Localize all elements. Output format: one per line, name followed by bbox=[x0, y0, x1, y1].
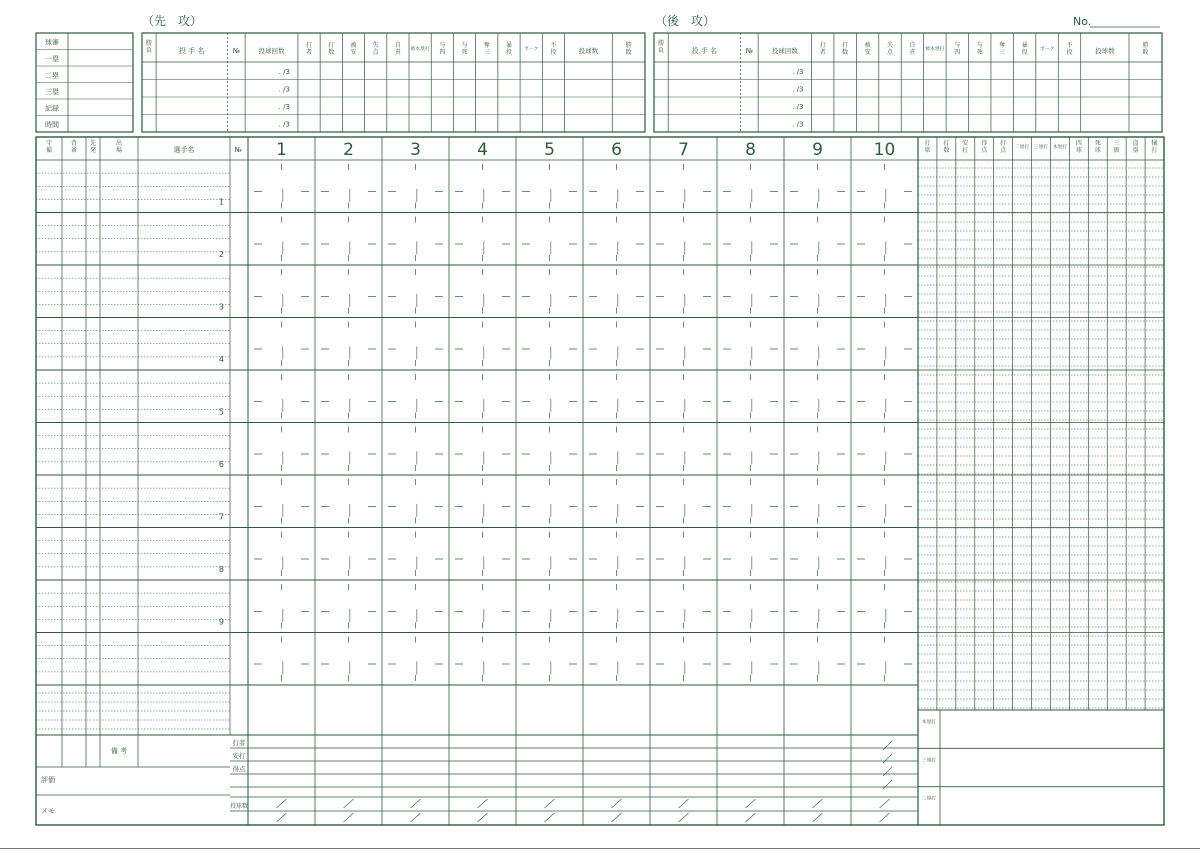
first-stat-label-char: 投 bbox=[505, 49, 512, 56]
main-frame bbox=[36, 137, 1164, 825]
final-inning-slash bbox=[883, 767, 892, 776]
second-stat-label-char: 三 bbox=[999, 49, 1006, 56]
second-stat-label bbox=[865, 41, 871, 56]
first-stat-label-char: 三 bbox=[483, 49, 490, 56]
pitch-count-slash bbox=[813, 799, 823, 808]
final-inning-slash bbox=[883, 741, 892, 750]
first-innings-fraction: . /3 bbox=[278, 67, 290, 76]
pitch-count-slash bbox=[746, 799, 756, 808]
second-stat-label-char: 安 bbox=[864, 49, 871, 56]
first-stat-label-text: ボーク bbox=[523, 47, 539, 52]
first-stat-label-char: 自 bbox=[394, 42, 401, 49]
batter-stat-label-char: 点 bbox=[1000, 147, 1007, 154]
second-stat-label bbox=[1022, 41, 1028, 56]
pitch-count-slash bbox=[411, 813, 421, 822]
batter-stat-label-char: 球 bbox=[1094, 147, 1101, 154]
second-stat-label bbox=[820, 41, 826, 56]
batter-stat-label bbox=[1034, 143, 1049, 150]
second-stat-label-char: 自 bbox=[909, 42, 916, 49]
extra-hits-label bbox=[922, 795, 937, 802]
first-stat-label-char: 点 bbox=[372, 49, 379, 56]
batter-stat-label-char: 得 bbox=[981, 140, 988, 147]
first-stat-label-char: 数 bbox=[328, 49, 335, 56]
second-innings-fraction: . /3 bbox=[792, 85, 804, 94]
batter-stat-label-char: 数 bbox=[943, 147, 950, 154]
second-stat-label-char: 暴 bbox=[1021, 42, 1028, 49]
second-stat-label-char: 投 bbox=[1066, 49, 1073, 56]
first-innings-fraction: . /3 bbox=[278, 120, 290, 129]
second-innings-label: 投球回数 bbox=[771, 47, 798, 55]
second-result-label-char: 勝 bbox=[1142, 42, 1149, 49]
lineup-header-starter-char: 先 bbox=[89, 140, 97, 147]
second-stat-label bbox=[999, 41, 1005, 56]
umpire-label: 記録 bbox=[45, 104, 59, 113]
batter-stat-label bbox=[962, 139, 968, 154]
pitch-count-slash bbox=[545, 799, 555, 808]
batter-stat-label-text: 三塁打 bbox=[1033, 145, 1049, 150]
second-win-loss-label bbox=[658, 39, 665, 54]
batter-stat-label bbox=[1095, 139, 1101, 154]
first-win-loss-label bbox=[146, 39, 153, 54]
extra-hits-label-text: 三塁打 bbox=[921, 758, 937, 764]
batter-stat-label-char: 安 bbox=[962, 140, 969, 147]
second-stat-label-char: 打 bbox=[842, 42, 849, 49]
second-stat-label bbox=[842, 41, 848, 56]
second-win-loss-label-char: 勝 bbox=[658, 40, 665, 47]
inning-number: 2 bbox=[343, 140, 354, 160]
first-pitcher-table bbox=[142, 33, 645, 132]
pitch-count-slash bbox=[344, 813, 354, 822]
umpire-label: 一塁 bbox=[45, 54, 59, 63]
lineup-header-starter-char: 発 bbox=[89, 147, 97, 154]
extra-hits-label-text: 二塁打 bbox=[921, 796, 937, 802]
first-stat-label-char: 四 bbox=[439, 49, 446, 56]
second-stat-label-char: 責 bbox=[909, 49, 916, 56]
first-stat-label-char: 被 bbox=[350, 42, 357, 49]
extra-hits-label-text: 本塁打 bbox=[921, 720, 937, 725]
first-stat-label bbox=[306, 41, 312, 56]
inning-number: 5 bbox=[544, 140, 555, 160]
inning-number: 7 bbox=[678, 140, 689, 160]
first-stat-label bbox=[350, 41, 356, 56]
no-label: No. bbox=[1073, 15, 1092, 28]
first-innings-fraction: . /3 bbox=[278, 102, 290, 111]
second-stat-label-char: 打 bbox=[819, 42, 826, 49]
final-inning-slash bbox=[883, 780, 892, 789]
batter-stat-label bbox=[1015, 143, 1030, 150]
first-attack-label: （先 攻） bbox=[142, 14, 203, 28]
second-stat-label-char: 数 bbox=[842, 49, 849, 56]
batting-order-number: 2 bbox=[218, 250, 224, 260]
second-result-label bbox=[1142, 41, 1148, 56]
lineup-header-uniform bbox=[71, 139, 77, 154]
lineup-header-fielding-char: 守 bbox=[45, 140, 53, 147]
lineup-header-number: № bbox=[234, 146, 242, 154]
inning-number: 10 bbox=[873, 140, 896, 160]
second-stat-label bbox=[925, 45, 944, 52]
batting-order-number: 9 bbox=[218, 617, 224, 627]
first-number-label: № bbox=[232, 47, 240, 55]
second-player-name-label: 投 手 名 bbox=[691, 47, 718, 55]
first-stat-label-char: 打 bbox=[328, 42, 335, 49]
second-stat-label bbox=[977, 41, 983, 56]
lineup-header-uniform-char: 番 bbox=[70, 147, 78, 154]
first-stat-label-char: 不 bbox=[550, 42, 557, 49]
umpire-label: 球審 bbox=[45, 38, 59, 47]
inning-number: 8 bbox=[745, 140, 756, 160]
first-stat-label-char: 与 bbox=[439, 42, 446, 49]
first-stat-label bbox=[411, 45, 430, 52]
first-innings-label: 投球回数 bbox=[258, 47, 285, 55]
second-stat-label bbox=[887, 41, 894, 56]
first-stat-label-text: 被本塁打 bbox=[410, 47, 430, 52]
pitch-count-slash bbox=[679, 799, 689, 808]
second-stat-label-char: 四 bbox=[954, 49, 961, 56]
first-win-loss-label-char: 負 bbox=[146, 47, 153, 54]
batter-stat-label-char: 塁 bbox=[1132, 147, 1139, 154]
first-stat-label bbox=[439, 41, 445, 56]
first-stat-label-char: 安 bbox=[350, 49, 357, 56]
first-stat-label-char: 死 bbox=[461, 49, 468, 56]
batter-stat-label bbox=[981, 139, 988, 154]
pitch-count-slash bbox=[880, 799, 890, 808]
second-pitches-label: 投球数 bbox=[1095, 47, 1115, 55]
inning-number: 4 bbox=[477, 140, 488, 160]
batter-stat-label-char: 打 bbox=[1151, 147, 1158, 154]
second-stat-label-char: 与 bbox=[976, 42, 983, 49]
first-stat-label-char: 暴 bbox=[505, 42, 512, 49]
inning-number: 9 bbox=[812, 140, 823, 160]
inning-number: 6 bbox=[611, 140, 622, 160]
extra-hits-label bbox=[922, 718, 937, 725]
totals-label-batters: 打者 bbox=[232, 739, 246, 747]
batting-order-number: 1 bbox=[218, 197, 224, 207]
batter-stat-label-char: 犠 bbox=[1151, 140, 1158, 147]
second-stat-label-char: 点 bbox=[887, 49, 894, 56]
second-stat-label bbox=[1040, 46, 1054, 52]
second-stat-label-char: 奪 bbox=[999, 42, 1006, 49]
batter-stat-label bbox=[924, 139, 930, 154]
batting-order-number: 7 bbox=[218, 512, 224, 522]
pitch-count-slash bbox=[746, 813, 756, 822]
second-stat-label-text: ボーク bbox=[1039, 47, 1055, 52]
first-stat-label bbox=[373, 41, 380, 56]
batter-stat-label-char: 三 bbox=[1113, 140, 1120, 147]
batter-stat-label bbox=[1053, 143, 1068, 150]
inning-number: 3 bbox=[410, 140, 421, 160]
first-stat-label-char: 与 bbox=[461, 42, 468, 49]
batter-stat-label-text: 二塁打 bbox=[1014, 145, 1030, 150]
batting-order-number: 4 bbox=[218, 355, 224, 365]
first-pitches-label: 投球数 bbox=[578, 47, 599, 55]
batter-stat-label bbox=[1000, 139, 1007, 154]
batter-stat-label-char: 盗 bbox=[1132, 140, 1139, 147]
lineup-header-appearance bbox=[116, 139, 122, 154]
final-inning-slash bbox=[883, 754, 892, 763]
second-stat-label-char: 投 bbox=[1021, 49, 1028, 56]
batter-stat-label-char: 四 bbox=[1075, 140, 1082, 147]
umpire-label: 二塁 bbox=[45, 71, 59, 80]
lineup-header-uniform-char: 背 bbox=[70, 140, 78, 147]
second-number-label: № bbox=[745, 47, 753, 55]
pitch-count-slash bbox=[478, 799, 488, 808]
second-innings-fraction: . /3 bbox=[792, 67, 804, 76]
batting-order-number: 8 bbox=[218, 565, 224, 575]
first-result-label-char: 敗 bbox=[625, 49, 632, 56]
first-stat-label bbox=[395, 41, 402, 56]
second-stat-label-char: 被 bbox=[864, 42, 871, 49]
lineup-header-starter bbox=[90, 139, 96, 154]
lineup-header-appearance-char: 場 bbox=[115, 147, 123, 154]
second-stat-label-char: 失 bbox=[887, 42, 894, 49]
second-stat-label-char: 不 bbox=[1066, 42, 1073, 49]
batter-stat-label-char: 死 bbox=[1094, 140, 1101, 147]
batting-order-number: 6 bbox=[218, 460, 224, 470]
lineup-header-player-name: 選手名 bbox=[173, 146, 195, 154]
second-result-label-char: 敗 bbox=[1142, 49, 1149, 56]
page-bottom-rule bbox=[0, 848, 1200, 849]
pitch-count-slash bbox=[612, 799, 622, 808]
second-stat-label bbox=[954, 41, 960, 56]
first-stat-label-char: 責 bbox=[394, 49, 401, 56]
lineup-header-fielding bbox=[46, 139, 52, 154]
second-attack-label: （後 攻） bbox=[655, 14, 716, 28]
pitch-count-slash bbox=[277, 799, 287, 808]
first-innings-fraction: . /3 bbox=[278, 85, 290, 94]
pitch-count-slash bbox=[679, 813, 689, 822]
second-pitcher-table bbox=[654, 33, 1162, 132]
batter-stat-label bbox=[1152, 139, 1158, 154]
first-result-label bbox=[626, 41, 632, 56]
first-win-loss-label-char: 勝 bbox=[146, 40, 153, 47]
second-stat-label bbox=[909, 41, 916, 56]
first-stat-label-char: 者 bbox=[306, 49, 313, 56]
lineup-header-appearance-char: 出 bbox=[115, 140, 123, 147]
second-stat-label-char: 死 bbox=[976, 49, 983, 56]
extra-hits-label bbox=[922, 756, 937, 763]
pitch-count-slash bbox=[880, 813, 890, 822]
pitch-count-slash bbox=[545, 813, 555, 822]
first-player-name-label: 投 手 名 bbox=[179, 47, 205, 55]
second-stat-label bbox=[1066, 41, 1072, 56]
evaluation-label: 評価 bbox=[41, 776, 55, 784]
second-innings-fraction: . /3 bbox=[792, 120, 804, 129]
batter-stat-label-char: 振 bbox=[1113, 147, 1120, 154]
lineup-header-fielding-char: 備 bbox=[45, 147, 53, 154]
first-stat-label bbox=[506, 41, 512, 56]
batter-stat-label-char: 打 bbox=[924, 140, 931, 147]
pitch-count-slash bbox=[344, 799, 354, 808]
second-stat-label-char: 与 bbox=[954, 42, 961, 49]
batter-stat-label bbox=[1076, 140, 1082, 154]
second-win-loss-label-char: 負 bbox=[658, 47, 665, 54]
inning-number: 1 bbox=[276, 140, 287, 160]
first-stat-label bbox=[550, 41, 556, 56]
first-stat-label-char: 投 bbox=[550, 49, 557, 56]
first-stat-label bbox=[462, 41, 468, 56]
pitch-count-slash bbox=[277, 813, 287, 822]
first-result-label-char: 勝 bbox=[625, 42, 632, 49]
first-stat-label-char: 奪 bbox=[483, 42, 490, 49]
memo-label: メモ bbox=[41, 807, 55, 815]
batter-stat-label bbox=[1133, 139, 1139, 154]
batting-order-number: 3 bbox=[218, 302, 224, 312]
batter-stat-label bbox=[943, 139, 949, 154]
batter-stat-label-char: 打 bbox=[962, 147, 969, 154]
totals-label-hits: 安打 bbox=[232, 752, 246, 760]
batter-stat-label-char: 打 bbox=[943, 140, 950, 147]
totals-label-pitch-count: 投球数 bbox=[229, 803, 249, 810]
first-stat-label-char: 打 bbox=[306, 42, 313, 49]
totals-label-runs: 得点 bbox=[232, 765, 246, 773]
umpire-label: 三塁 bbox=[45, 87, 59, 96]
first-stat-label bbox=[484, 41, 490, 56]
batter-stat-label-char: 球 bbox=[1075, 147, 1082, 154]
notes-label: 備 考 bbox=[110, 747, 128, 755]
pitch-count-slash bbox=[478, 813, 488, 822]
pitch-count-slash bbox=[411, 799, 421, 808]
batter-stat-label-text: 本塁打 bbox=[1052, 145, 1068, 150]
second-stat-label-char: 者 bbox=[819, 49, 826, 56]
batter-stat-label-char: 点 bbox=[981, 147, 988, 154]
pitch-count-slash bbox=[813, 813, 823, 822]
umpire-label: 時間 bbox=[45, 120, 59, 129]
second-stat-label-text: 被本塁打 bbox=[925, 47, 945, 52]
batter-stat-label bbox=[1114, 140, 1120, 154]
first-stat-label-char: 失 bbox=[372, 42, 379, 49]
first-stat-label bbox=[328, 41, 334, 56]
first-stat-label bbox=[524, 46, 538, 52]
batting-order-number: 5 bbox=[218, 407, 224, 417]
second-innings-fraction: . /3 bbox=[792, 102, 804, 111]
pitch-count-slash bbox=[612, 813, 622, 822]
batter-stat-label-char: 打 bbox=[1000, 140, 1007, 147]
batter-stat-label-char: 席 bbox=[924, 147, 931, 154]
